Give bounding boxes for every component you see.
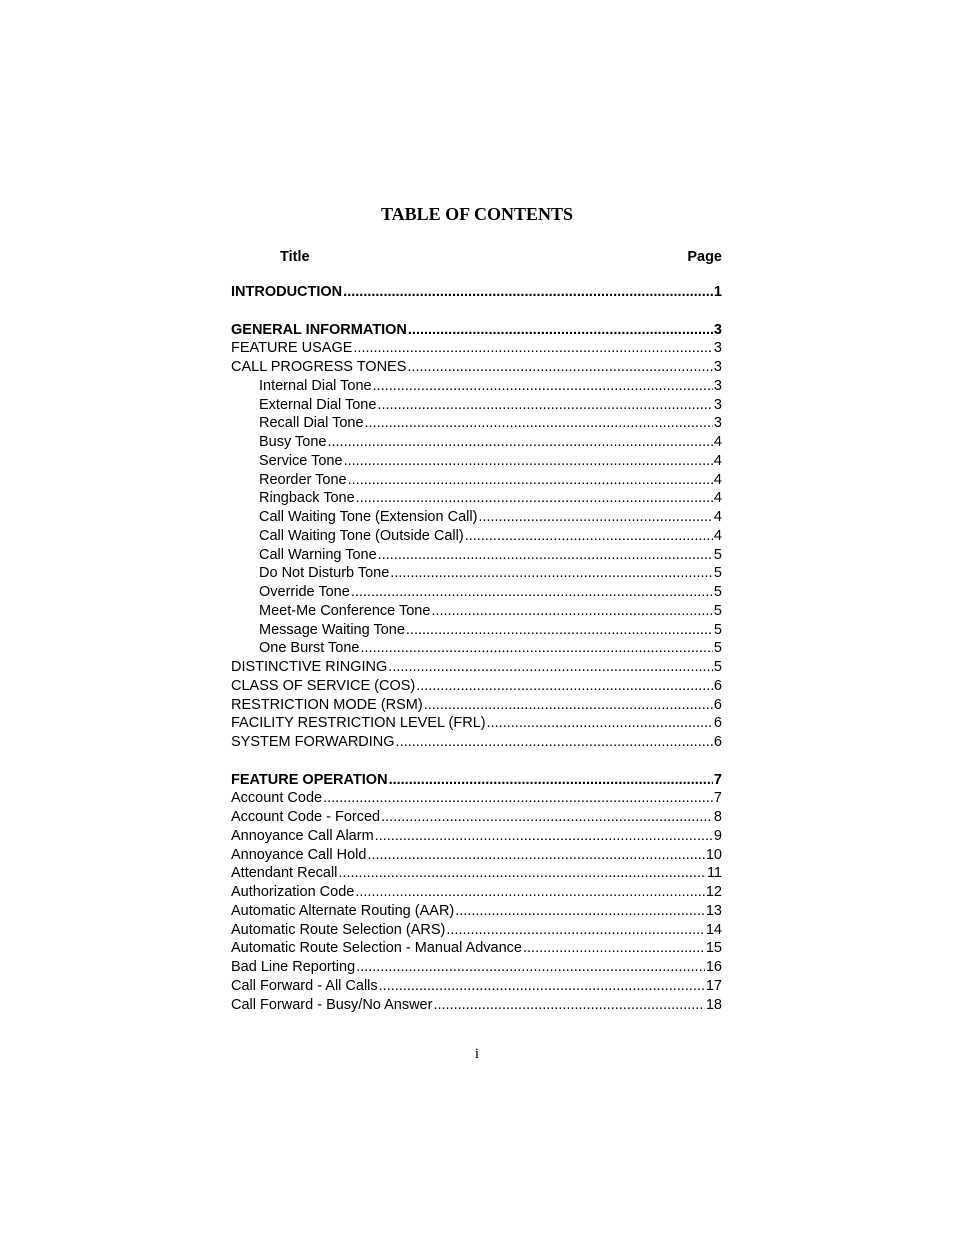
toc-entry-page-number: 16 [705,959,722,975]
toc-entry-label: External Dial Tone [259,396,377,413]
dot-leader [406,621,713,640]
dot-leader [433,996,704,1015]
toc-entry[interactable] [231,377,722,396]
toc-entry-page-number: 14 [705,921,722,938]
toc-entry[interactable] [231,546,722,565]
dot-leader [446,921,704,940]
toc-entry[interactable] [231,733,722,752]
toc-entry[interactable] [231,864,722,883]
toc-entry-page-number: 1 [713,284,722,300]
toc-entry-label: FEATURE OPERATION [231,771,388,788]
toc-entry[interactable] [231,789,722,808]
toc-entry-page-number: 12 [705,884,722,900]
toc-entry[interactable] [231,827,722,846]
toc-entry-label: Annoyance Call Alarm [231,827,374,844]
toc-entry[interactable] [231,621,722,640]
toc-entry-label: Annoyance Call Hold [231,846,367,863]
toc-entry-label: CLASS OF SERVICE (COS) [231,677,416,694]
dot-leader [390,564,713,583]
dot-leader [408,321,713,340]
toc-entry[interactable] [231,977,722,996]
dot-leader [431,602,713,621]
toc-entry[interactable] [231,527,722,546]
dot-leader [379,977,705,996]
toc-entry-page-number: 10 [705,846,722,863]
toc-entry-label: Call Forward - Busy/No Answer [231,996,433,1013]
toc-entry-page-number: 6 [713,677,722,694]
toc-entry-label: RESTRICTION MODE (RSM) [231,696,423,713]
toc-entry[interactable] [231,452,722,471]
toc-entry-label: Automatic Alternate Routing (AAR) [231,902,455,919]
toc-entry[interactable] [231,996,722,1015]
page-title: TABLE OF CONTENTS [380,204,574,224]
toc-entry[interactable] [231,414,722,433]
toc-entry[interactable] [231,808,722,827]
toc-entry[interactable] [231,958,722,977]
toc-entry-label: Call Waiting Tone (Extension Call) [259,509,478,525]
dot-leader [356,489,713,508]
toc-entry-label: INTRODUCTION [231,284,343,300]
toc-entry[interactable] [231,358,722,377]
toc-entry-page-number: 5 [713,621,722,638]
toc-entry-label: Reorder Tone [259,471,347,488]
toc-entry-page-number: 4 [713,527,722,544]
dot-leader [487,714,713,733]
toc-entry[interactable] [231,433,722,452]
toc-entry[interactable] [231,283,722,302]
toc-entry-page-number: 4 [713,490,722,507]
dot-leader [378,546,713,565]
toc-entry-label: FACILITY RESTRICTION LEVEL (FRL) [231,715,486,732]
dot-leader [338,864,706,883]
dot-leader [351,583,713,602]
toc-entry[interactable] [231,771,722,790]
column-header-page: Page [687,249,722,265]
column-header-title: Title [280,249,310,265]
toc-entry[interactable] [231,883,722,902]
dot-leader [396,733,713,752]
toc-entry-label: Ringback Tone [259,490,355,507]
toc-entry[interactable] [231,658,722,677]
dot-leader [465,527,713,546]
dot-leader [455,902,705,921]
toc-entry-label: GENERAL INFORMATION [231,321,407,338]
toc-entry-page-number: 3 [713,415,722,432]
toc-entry-page-number: 7 [713,771,722,788]
dot-leader [389,771,713,790]
dot-leader [348,471,713,490]
toc-entry-label: DISTINCTIVE RINGING [231,659,388,675]
toc-entry-label: Bad Line Reporting [231,959,356,975]
toc-entry-page-number: 3 [713,396,722,413]
toc-entry-page-number: 6 [713,715,722,732]
toc-entry-label: Call Waiting Tone (Outside Call) [259,527,464,544]
dot-leader [373,377,713,396]
toc-entry-page-number: 17 [705,977,722,994]
toc-entry[interactable] [231,902,722,921]
toc-entry[interactable] [231,677,722,696]
dot-leader [381,808,713,827]
toc-entry-label: Account Code - Forced [231,809,381,825]
toc-entry-page-number: 4 [713,434,722,450]
dot-leader [365,414,713,433]
table-of-contents [231,283,722,1014]
toc-entry-page-number: 3 [713,377,722,394]
dot-leader [344,452,713,471]
toc-entry-page-number: 5 [713,640,722,657]
toc-entry[interactable] [231,339,722,358]
toc-entry-page-number: 13 [705,902,722,919]
toc-entry-label: Override Tone [259,584,350,600]
dot-leader [375,827,713,846]
toc-entry-page-number: 5 [713,565,722,582]
dot-leader [478,508,713,527]
toc-entry-page-number: 5 [713,659,722,675]
dot-leader [323,789,713,808]
toc-entry-page-number: 11 [706,865,722,882]
toc-entry-page-number: 5 [713,602,722,619]
dot-leader [523,939,705,958]
toc-entry-label: Message Waiting Tone [259,621,405,638]
dot-leader [327,433,712,452]
toc-entry-label: Authorization Code [231,884,355,900]
toc-entry-label: Meet-Me Conference Tone [259,602,431,619]
toc-entry[interactable] [231,489,722,508]
toc-entry-label: Attendant Recall [231,865,338,882]
toc-entry-page-number: 5 [713,584,722,600]
toc-entry-page-number: 3 [713,340,722,357]
toc-entry[interactable] [231,639,722,658]
toc-entry-label: Automatic Route Selection - Manual Advance [231,940,522,957]
toc-entry[interactable] [231,846,722,865]
toc-entry-label: Automatic Route Selection (ARS) [231,921,446,938]
toc-entry[interactable] [231,396,722,415]
toc-entry-page-number: 4 [713,471,722,488]
toc-entry-label: Call Warning Tone [259,546,377,563]
toc-entry-page-number: 18 [705,996,722,1013]
toc-entry[interactable] [231,564,722,583]
toc-entry-label: Internal Dial Tone [259,377,372,394]
toc-entry[interactable] [231,602,722,621]
toc-entry[interactable] [231,939,722,958]
dot-leader [377,396,713,415]
toc-entry-page-number: 6 [713,734,722,750]
dot-leader [353,339,713,358]
toc-entry-label: CALL PROGRESS TONES [231,359,407,375]
toc-entry-label: Service Tone [259,452,343,469]
toc-entry-page-number: 15 [705,940,722,957]
toc-entry[interactable] [231,714,722,733]
toc-entry-page-number: 5 [713,546,722,563]
toc-entry-label: FEATURE USAGE [231,340,353,357]
dot-leader [424,696,713,715]
toc-entry-page-number: 8 [713,809,722,825]
toc-entry-label: One Burst Tone [259,640,360,657]
toc-entry-label: Account Code [231,790,323,807]
toc-entry-label: SYSTEM FORWARDING [231,734,395,750]
toc-entry-label: Do Not Disturb Tone [259,565,390,582]
dot-leader [367,846,704,865]
toc-entry[interactable] [231,921,722,940]
toc-entry[interactable] [231,321,722,340]
dot-leader [388,658,713,677]
dot-leader [343,283,713,302]
toc-entry-page-number: 3 [713,359,722,375]
toc-entry[interactable] [231,583,722,602]
toc-entry-page-number: 4 [713,509,722,525]
dot-leader [356,958,705,977]
toc-entry-label: Call Forward - All Calls [231,977,378,994]
toc-entry-page-number: 4 [713,452,722,469]
toc-entry[interactable] [231,508,722,527]
page-number: i [474,1046,480,1062]
toc-entry-label: Recall Dial Tone [259,415,364,432]
toc-entry[interactable] [231,471,722,490]
dot-leader [355,883,705,902]
dot-leader [416,677,713,696]
toc-entry-page-number: 6 [713,696,722,713]
toc-entry-page-number: 9 [713,827,722,844]
toc-entry-page-number: 7 [713,790,722,807]
toc-entry-label: Busy Tone [259,434,327,450]
dot-leader [361,639,713,658]
dot-leader [407,358,713,377]
toc-entry[interactable] [231,696,722,715]
toc-entry-page-number: 3 [713,321,722,338]
